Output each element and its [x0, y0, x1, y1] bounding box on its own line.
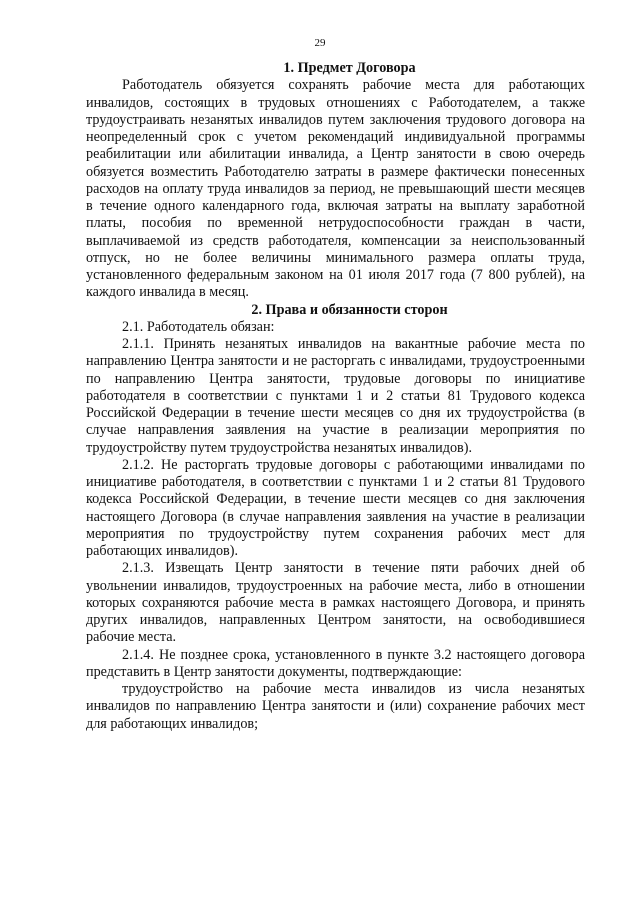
clause-2-1-3: 2.1.3. Извещать Центр занятости в течение пяти рабочих дней об увольнении инвалидов, трудоустроенных на рабочие места, либо в отношении которых сохраняются рабочие места в рамках настоящего Договора, и принять других инвалидов, направленных Центром занятости, на освободившиеся рабочие места.	[86, 560, 585, 646]
clause-2-1-2: 2.1.2. Не расторгать трудовые договоры с работающими инвалидами по инициативе работодателя, в соответствии с пунктами 1 и 2 статьи 81 Трудового кодекса Российской Федерации, в течение шести месяцев со дня заключения настоящего Договора (в случае направления заявления на участие в реализации мероприятия по трудоустройству путем сохранения рабочих мест для работающих инвалидов).	[86, 456, 585, 559]
clause-2-1-4-item: трудоустройство на рабочие места инвалидов из числа незанятых инвалидов по направлению Центра занятости и (или) сохранение рабочих мест для работающих инвалидов;	[86, 681, 585, 732]
page-number: 29	[314, 37, 326, 49]
section-1-title: 1. Предмет Договора	[283, 60, 416, 76]
document-body	[86, 60, 585, 733]
section-1-paragraph: Работодатель обязуется сохранять рабочие места для работающих инвалидов, состоящих в трудовых отношениях с Работодателем, а также трудоустраивать незанятых инвалидов путем заключения трудового договора на неопределенный срок с учетом рекомендаций индивидуальной программы реабилитации или абилитации инвалида, а Центр занятости в свою очередь обязуется возместить Работодателю затраты в размере фактически понесенных расходов на оплату труда инвалидов за период, не превышающий шести месяцев в течение одного календарного года, включая затраты на выплату заработной платы, пособия по временной нетрудоспособности граждан в части, выплачиваемой из средств работодателя, компенсации за неиспользованный отпуск, но не более величины минимального размера оплаты труда, установленного федеральным законом на 01 июля 2017 года (7 800 рублей), на каждого инвалида в месяц.	[86, 77, 585, 301]
clause-2-1: 2.1. Работодатель обязан:	[122, 318, 275, 335]
clause-2-1-4: 2.1.4. Не позднее срока, установленного в пункте 3.2 настоящего договора представить в Центр занятости документы, подтверждающие:	[86, 646, 585, 680]
section-2-title: 2. Права и обязанности сторон	[251, 301, 448, 318]
clause-2-1-1: 2.1.1. Принять незанятых инвалидов на вакантные рабочие места по направлению Центра занятости и не расторгать с инвалидами, трудоустроенными по направлению Центра занятости, трудовые договоры по инициативе работодателя в соответствии с пунктами 1 и 2 статьи 81 Трудового кодекса Российской Федерации в течение шести месяцев со дня их трудоустройства (в случае направления заявления на участие в реализации мероприятия по трудоустройству путем трудоустройства незанятых инвалидов).	[86, 336, 585, 456]
